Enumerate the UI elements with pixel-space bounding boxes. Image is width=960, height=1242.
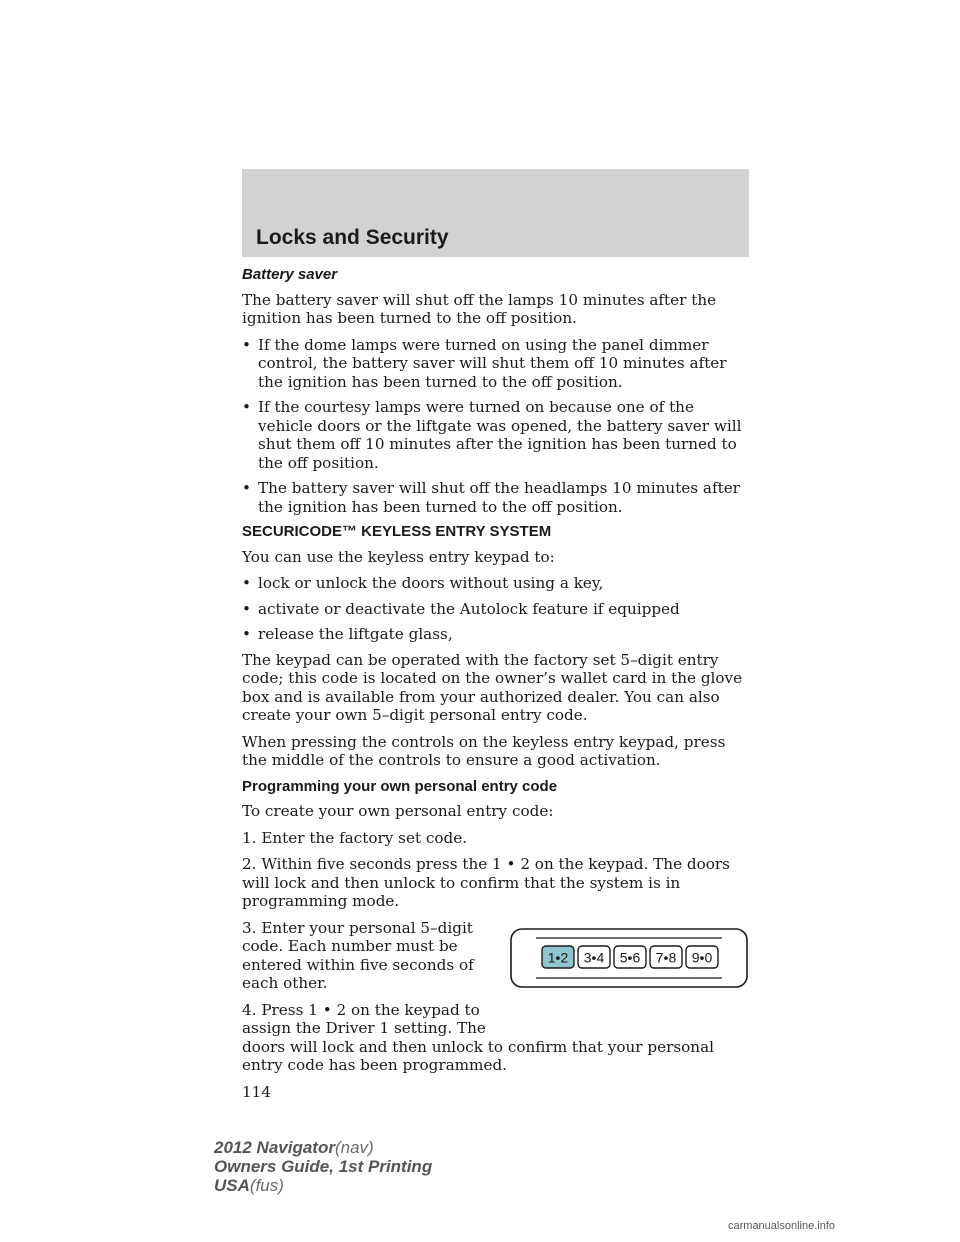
bullet-icon: • [242,599,251,618]
list-item: • release the liftgate glass, [242,625,453,643]
securicode-paragraph: When pressing the controls on the keyless entry keypad, press the middle of the controls to ensure a good activation. [242,732,726,769]
securicode-paragraph: The keypad can be operated with the factory set 5–digit entry code; this code is located on the owner’s wallet card in the glove box and is available from your authorized dealer. You can also create your own 5–digit personal entry code. [242,650,743,724]
list-item: • If the courtesy lamps were turned on because one of the vehicle doors or the liftgate was opened, the battery saver will shut them off 10 minutes after the ignition has been turned to the off position. [242,398,742,472]
print-footer [214,1138,432,1195]
keypad-illustration [508,927,750,991]
footer-line-1: 2012 Navigator(nav) [214,1138,374,1157]
section-title: Locks and Security [256,226,449,249]
keypad-button-label: 1•2 [547,949,569,965]
bullet-icon: • [242,398,251,416]
footer-line-3: USA(fus) [214,1176,284,1195]
keypad-button[interactable] [686,946,718,968]
watermark: carmanualsonline.info [728,1220,836,1232]
programming-step-4-end: doors will lock and then unlock to confirm that your personal entry code has been programmed. [242,1037,714,1074]
programming-step-3: 3. Enter your personal 5–digit code. Each number must be entered within five seconds of each other. [242,918,474,992]
list-item: • lock or unlock the doors without using a key, [242,574,604,592]
programming-intro: To create your own personal entry code: [242,802,554,820]
keypad-button[interactable] [542,946,574,968]
page-number: 114 [242,1082,271,1101]
programming-step-2: 2. Within five seconds press the 1 • 2 on the keypad. The doors will lock and then unlock to confirm that the system is in programming mode. [242,855,730,910]
page-content [242,266,750,1101]
keypad-button-label: 7•8 [655,949,677,965]
battery-saver-intro: The battery saver will shut off the lamps 10 minutes after the ignition has been turned to the off position. [242,290,717,327]
keypad-text-column [242,919,502,1038]
bullet-icon: • [242,479,251,497]
bullet-icon: • [242,335,251,354]
list-item: • activate or deactivate the Autolock feature if equipped [242,599,680,618]
keypad-section [242,919,750,1038]
programming-step-1: 1. Enter the factory set code. [242,828,468,847]
keypad-button[interactable] [650,946,682,968]
programming-heading: Programming your own personal entry code [242,777,558,795]
bullet-icon: • [242,574,251,592]
keypad-button-label: 9•0 [691,949,713,965]
list-item: • The battery saver will shut off the headlamps 10 minutes after the ignition has been turned to the off position. [242,479,740,516]
keypad-button-label: 3•4 [583,949,605,965]
keypad-button[interactable] [614,946,646,968]
securicode-heading: SECURICODE™ KEYLESS ENTRY SYSTEM [242,523,552,540]
list-item: • If the dome lamps were turned on using the panel dimmer control, the battery saver will shut them off 10 minutes after the ignition has been turned to the off position. [242,335,727,391]
bullet-icon: • [242,625,251,643]
battery-saver-heading: Battery saver [242,266,338,283]
keypad-button[interactable] [578,946,610,968]
securicode-intro: You can use the keyless entry keypad to: [242,547,555,566]
keypad-button-label: 5•6 [619,949,641,965]
footer-line-2: Owners Guide, 1st Printing [214,1157,433,1176]
programming-step-4-start: 4. Press 1 • 2 on the keypad to assign the Driver 1 setting. The [242,1000,486,1037]
